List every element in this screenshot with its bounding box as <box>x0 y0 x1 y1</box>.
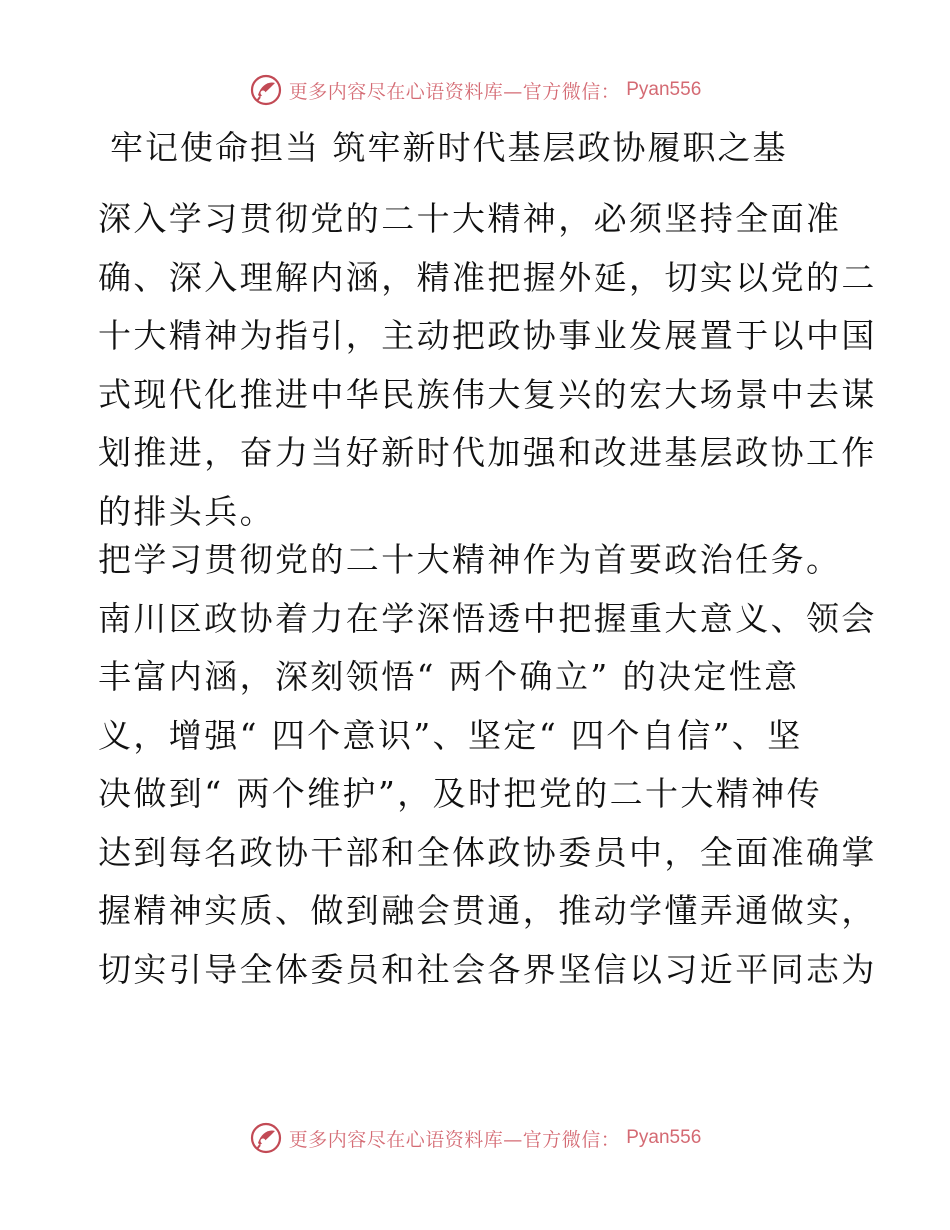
paragraph-line: 丰富内涵，深刻领悟“ 两个确立” 的决定性意 <box>98 657 800 696</box>
brand-logo-icon <box>249 73 283 107</box>
paragraph-line: 十大精神为指引，主动把政协事业发展置于以中国 <box>98 316 877 355</box>
watermark-text: 更多内容尽在心语资料库—官方微信： <box>288 1128 621 1151</box>
watermark-text: 更多内容尽在心语资料库—官方微信： <box>288 80 621 103</box>
paragraph-line: 握精神实质、做到融会贯通，推动学懂弄通做实， <box>98 891 877 930</box>
watermark-wechat-id: Pyan556 <box>626 1127 702 1148</box>
paragraph-line: 决做到“ 两个维护”，及时把党的二十大精神传 <box>98 774 823 813</box>
paragraph-line: 南川区政协着力在学深悟透中把握重大意义、领会 <box>98 598 877 638</box>
footer-watermark <box>0 1118 950 1158</box>
paragraph-line: 切实引导全体委员和社会各界坚信以习近平同志为 <box>98 949 877 989</box>
paragraph-line: 深入学习贯彻党的二十大精神，必须坚持全面准 <box>98 199 842 238</box>
paragraph-line: 确、深入理解内涵，精准把握外延，切实以党的二 <box>98 257 877 297</box>
paragraph-line: 划推进，奋力当好新时代加强和改进基层政协工作 <box>98 433 877 472</box>
paragraph-line: 式现代化推进中华民族伟大复兴的宏大场景中去谋 <box>98 374 877 414</box>
header-watermark <box>0 70 950 110</box>
paragraph-line: 把学习贯彻党的二十大精神作为首要政治任务。 <box>98 540 842 579</box>
brand-logo-icon <box>249 1121 283 1155</box>
paragraph-2 <box>98 531 877 999</box>
paragraph-line: 达到每名政协干部和全体政协委员中，全面准确掌 <box>98 832 877 872</box>
watermark-wechat-id: Pyan556 <box>626 79 702 100</box>
paragraph-line: 义，增强“ 四个意识”、坚定“ 四个自信”、坚 <box>98 715 803 755</box>
paragraph-line: 的排头兵。 <box>98 491 275 531</box>
paragraph-1 <box>98 190 877 541</box>
document-title: 牢记使命担当 筑牢新时代基层政协履职之基 <box>110 128 788 167</box>
